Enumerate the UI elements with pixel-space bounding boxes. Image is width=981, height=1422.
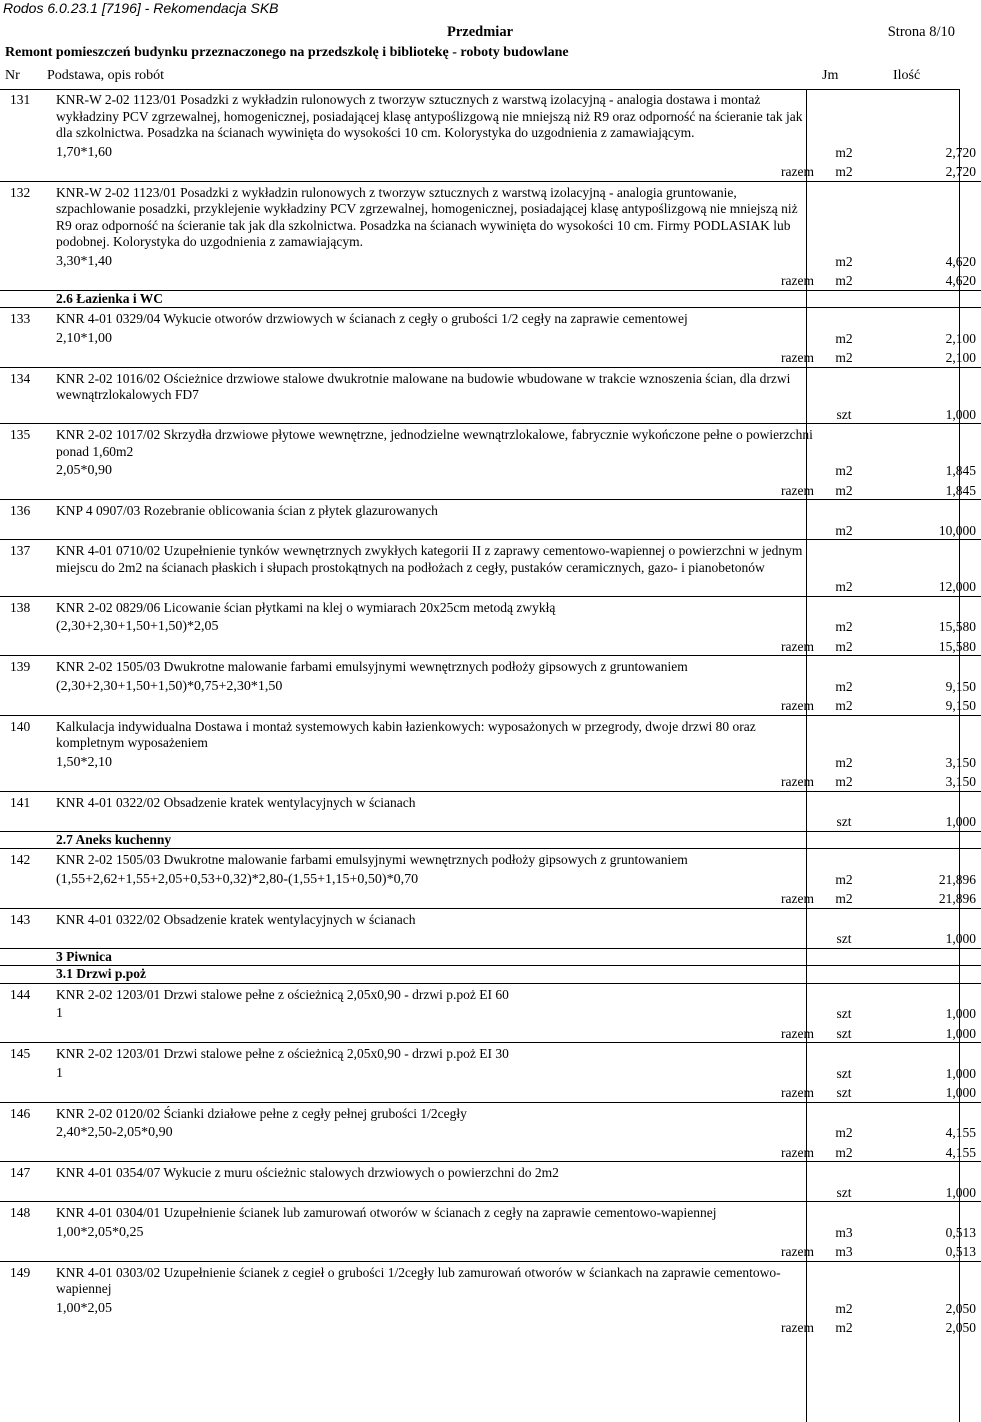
position-description: KNR 4-01 0322/02 Obsadzenie kratek wentylacyjnych w ścianach (50, 908, 824, 928)
calc-spacer (0, 811, 50, 831)
total-quantity: 3,150 (945, 774, 976, 789)
calc-spacer (0, 869, 50, 889)
document-title: Przedmiar (446, 24, 514, 40)
total-quantity: 21,896 (938, 891, 976, 906)
position-quantity (864, 500, 981, 520)
position-row (0, 1202, 981, 1222)
total-spacer (0, 1317, 50, 1337)
position-number: 136 (0, 500, 50, 520)
calculation-formula: (2,30+2,30+1,50+1,50)*2,05 (56, 619, 219, 634)
column-header-qty: Ilość (893, 68, 921, 83)
calculation-quantity: 0,513 (945, 1224, 976, 1240)
position-quantity (864, 424, 981, 461)
position-row (0, 656, 981, 676)
calculation-quantity: 3,150 (945, 754, 976, 770)
total-label-cell (50, 888, 824, 908)
position-quantity (864, 1202, 981, 1222)
project-name: Remont pomieszczeń budynku przeznaczonego na przedszkolę i bibliotekę - roboty budowlane (5, 45, 569, 60)
position-row (0, 308, 981, 328)
position-unit (824, 367, 864, 404)
position-unit (824, 308, 864, 328)
position-row (0, 715, 981, 752)
position-row (0, 1162, 981, 1182)
position-quantity (864, 181, 981, 251)
total-spacer (0, 695, 50, 715)
calculation-unit: m2 (835, 871, 853, 887)
position-quantity (864, 596, 981, 616)
calc-spacer (0, 1003, 50, 1023)
total-quantity: 0,513 (945, 1244, 976, 1259)
section-unit (824, 966, 864, 984)
calc-spacer (0, 460, 50, 480)
calculation-unit: szt (836, 814, 852, 829)
calculation-quantity: 1,000 (945, 814, 976, 829)
total-spacer (0, 1241, 50, 1261)
calculation-row (0, 251, 981, 271)
calculation-quantity: 1,000 (945, 931, 976, 946)
position-number: 143 (0, 908, 50, 928)
position-unit (824, 1102, 864, 1122)
calculation-row (0, 1298, 981, 1318)
position-description: KNR 2-02 1505/03 Dwukrotne malowanie farbami emulsyjnymi wewnętrznych podłoży gipsowych z gruntowaniem (50, 849, 824, 869)
calculation-unit: m2 (835, 678, 853, 694)
position-unit (824, 656, 864, 676)
calc-spacer (0, 752, 50, 772)
total-quantity: 4,620 (945, 273, 976, 288)
calculation-unit: m2 (835, 463, 853, 478)
calculation-formula (50, 520, 824, 540)
calculation-formula: 2,40*2,50-2,05*0,90 (56, 1125, 173, 1140)
total-spacer (0, 1142, 50, 1162)
position-unit (824, 424, 864, 461)
total-spacer (0, 347, 50, 367)
calculation-row (0, 1063, 981, 1083)
positions-body (0, 89, 981, 1337)
position-number: 149 (0, 1261, 50, 1298)
calc-spacer (0, 520, 50, 540)
position-quantity (864, 849, 981, 869)
section-qty (864, 831, 981, 849)
section-qty (864, 290, 981, 308)
calculation-quantity: 1,000 (945, 1065, 976, 1081)
calculation-unit: szt (836, 406, 852, 422)
total-label: razem (781, 482, 814, 498)
position-description: KNR 2-02 1505/03 Dwukrotne malowanie farbami emulsyjnymi wewnętrznych podłoży gipsowych z gruntowaniem (50, 656, 824, 676)
position-number: 131 (10, 92, 31, 107)
position-row (0, 424, 981, 461)
position-number: 142 (0, 849, 50, 869)
position-description: KNR 2-02 1203/01 Drzwi stalowe pełne z ościeżnicą 2,05x0,90 - drzwi p.poż EI 30 (50, 1043, 824, 1063)
section-row (0, 290, 981, 308)
calculation-unit: szt (836, 1065, 852, 1081)
calculation-row (0, 616, 981, 636)
section-spacer (0, 966, 50, 984)
position-number: 147 (0, 1162, 50, 1182)
position-row (0, 849, 981, 869)
column-header-desc: Podstawa, opis robót (47, 68, 165, 83)
total-label-cell (50, 1082, 824, 1102)
calculation-formula: (1,55+2,62+1,55+2,05+0,53+0,32)*2,80-(1,55+1,15+0,50)*0,70 (56, 871, 419, 887)
calculation-formula: 1,00*2,05*0,25 (56, 1224, 144, 1240)
calculation-row (0, 1222, 981, 1242)
calculation-row (0, 328, 981, 348)
total-label-cell (50, 480, 824, 500)
position-quantity (864, 1043, 981, 1063)
total-label: razem (781, 164, 814, 179)
position-quantity (864, 791, 981, 811)
total-spacer (0, 1023, 50, 1043)
calculation-quantity: 1,000 (945, 1184, 976, 1200)
calculation-formula: 1,70*1,60 (56, 144, 112, 160)
position-unit (824, 89, 864, 142)
total-quantity: 1,000 (945, 1085, 976, 1100)
total-unit: m2 (835, 1320, 853, 1335)
calculation-row (0, 520, 981, 540)
section-row (0, 948, 981, 966)
calc-spacer (0, 1063, 50, 1083)
total-label: razem (781, 1244, 814, 1259)
total-row (0, 1023, 981, 1043)
calculation-formula: 3,30*1,40 (56, 253, 112, 269)
section-unit (824, 948, 864, 966)
position-unit (824, 908, 864, 928)
calculation-row (0, 752, 981, 772)
total-label-cell (50, 1023, 824, 1043)
calculation-formula (50, 811, 824, 831)
calculation-unit: m2 (835, 1125, 853, 1140)
total-row (0, 888, 981, 908)
position-quantity (864, 540, 981, 577)
position-quantity (864, 908, 981, 928)
position-unit (824, 849, 864, 869)
calculation-unit: m3 (835, 1224, 853, 1240)
total-quantity: 1,000 (945, 1025, 976, 1041)
position-description: KNR 2-02 1017/02 Skrzydła drzwiowe płytowe wewnętrzne, jednodzielne wewnątrzlokalowe, fabrycznie wykończone pełne o powierzchni ponad 1,60m2 (50, 424, 824, 461)
position-unit (824, 983, 864, 1003)
calculation-formula: 1 (56, 1006, 63, 1021)
total-unit: m2 (835, 1144, 853, 1160)
section-qty (864, 966, 981, 984)
section-title: 3 Piwnica (50, 948, 824, 966)
position-quantity (864, 715, 981, 752)
total-row (0, 695, 981, 715)
position-unit (824, 500, 864, 520)
position-description: KNR 2-02 1016/02 Ościeżnice drzwiowe stalowe dwukrotnie malowane na budowie wbudowane w trakcie wznoszenia ścian, dla drzwi wewnątrzlokalowych FD7 (50, 367, 824, 404)
position-row (0, 983, 981, 1003)
position-quantity (864, 89, 981, 142)
calculation-quantity: 21,896 (938, 871, 976, 887)
total-label-cell (50, 347, 824, 367)
total-unit: m2 (835, 698, 853, 713)
calculation-row (0, 869, 981, 889)
position-unit (824, 715, 864, 752)
position-number: 140 (0, 715, 50, 752)
total-label-cell (50, 636, 824, 656)
total-label-cell (50, 1142, 824, 1162)
section-row (0, 831, 981, 849)
total-spacer (0, 636, 50, 656)
position-description: Kalkulacja indywidualna Dostawa i montaż systemowych kabin łazienkowych: wyposażonych w przegrody, dwoje drzwi 80 oraz kompletnym wyposażeniem (50, 715, 824, 752)
calc-spacer (0, 616, 50, 636)
calculation-quantity: 9,150 (945, 678, 976, 694)
position-unit (824, 1202, 864, 1222)
total-row (0, 270, 981, 290)
calculation-row (0, 1182, 981, 1202)
calculation-unit: m2 (835, 144, 853, 160)
calculation-unit: m2 (835, 253, 853, 269)
total-label-cell (50, 161, 824, 181)
total-spacer (0, 270, 50, 290)
position-quantity (864, 367, 981, 404)
position-number: 133 (0, 308, 50, 328)
total-label: razem (781, 638, 814, 654)
total-label-cell (50, 695, 824, 715)
position-quantity (864, 656, 981, 676)
position-unit (824, 1261, 864, 1298)
position-quantity (864, 1162, 981, 1182)
section-title: 3.1 Drzwi p.poż (50, 966, 824, 984)
calculation-row (0, 576, 981, 596)
position-quantity (864, 1102, 981, 1122)
total-label: razem (781, 698, 814, 713)
position-number: 135 (0, 424, 50, 461)
calculation-formula: 1 (56, 1065, 63, 1081)
calculation-row (0, 676, 981, 696)
position-unit (824, 1162, 864, 1182)
total-unit: m2 (835, 482, 853, 498)
calc-spacer (0, 1122, 50, 1142)
total-quantity: 2,100 (945, 350, 976, 365)
position-number: 132 (0, 181, 50, 251)
position-row (0, 89, 981, 142)
calc-spacer (0, 328, 50, 348)
total-label-cell (50, 1241, 824, 1261)
position-description: KNR 2-02 0120/02 Ścianki działowe pełne z cegły pełnej grubości 1/2cegły (50, 1102, 824, 1122)
calculation-unit: m2 (835, 754, 853, 770)
page-number: Strona 8/10 (887, 24, 955, 40)
total-label: razem (781, 1085, 814, 1100)
column-header-nr: Nr (5, 68, 20, 83)
position-description: KNR 4-01 0304/01 Uzupełnienie ścianek lub zamurowań otworów w ścianach z cegły na zaprawie cementowo-wapiennej (50, 1202, 824, 1222)
total-label: razem (781, 1320, 814, 1335)
column-header-jm: Jm (822, 68, 839, 83)
total-label: razem (781, 1025, 814, 1041)
total-quantity: 2,050 (945, 1320, 976, 1335)
section-unit (824, 290, 864, 308)
position-description: KNR 4-01 0322/02 Obsadzenie kratek wentylacyjnych w ścianach (50, 791, 824, 811)
section-title: 2.6 Łazienka i WC (50, 290, 824, 308)
position-number: 144 (0, 983, 50, 1003)
section-spacer (0, 948, 50, 966)
calculation-unit: szt (836, 931, 852, 946)
total-label: razem (781, 350, 814, 365)
calculation-quantity: 2,720 (945, 144, 976, 160)
position-description: KNR 4-01 0329/04 Wykucie otworów drzwiowych w ścianach z cegły o grubości 1/2 cegły na zaprawie cementowej (50, 308, 824, 328)
calculation-quantity: 2,050 (945, 1300, 976, 1316)
calculation-formula (50, 404, 824, 424)
calculation-unit: szt (836, 1006, 852, 1021)
calc-spacer (0, 576, 50, 596)
total-label: razem (781, 1144, 814, 1160)
total-unit: m2 (835, 164, 853, 179)
position-description: KNR 4-01 0354/07 Wykucie z muru ościeżnic stalowych drzwiowych o powierzchni do 2m2 (50, 1162, 824, 1182)
position-unit (824, 181, 864, 251)
total-unit: m3 (835, 1244, 853, 1259)
calculation-formula (50, 1182, 824, 1202)
calculation-quantity: 4,155 (945, 1125, 976, 1140)
position-unit (824, 791, 864, 811)
section-spacer (0, 290, 50, 308)
calc-spacer (0, 251, 50, 271)
calculation-quantity: 4,620 (945, 253, 976, 269)
total-label-cell (50, 771, 824, 791)
section-row (0, 966, 981, 984)
total-label: razem (781, 273, 814, 288)
calc-spacer (0, 142, 50, 162)
total-quantity: 1,845 (945, 482, 976, 498)
total-row (0, 636, 981, 656)
position-row (0, 1043, 981, 1063)
calculation-unit: m2 (835, 1300, 853, 1316)
position-row (0, 540, 981, 577)
calculation-formula: 2,10*1,00 (56, 330, 112, 346)
calculation-quantity: 12,000 (938, 579, 976, 594)
position-description: KNR-W 2-02 1123/01 Posadzki z wykładzin rulonowych z tworzyw sztucznych z warstwą izolacyjną - analogia gruntowanie, szpachlowanie posadzki, przyklejenie wykładziny PCV zgrzewalnej, homogenicznej, posiadającej klasę antypoślizgową nie mniejszą niż R9 oraz odporność na ścieranie tak jak dla szkolnictwa. Posadzka na ścianach wywinięta do wysokości 10 cm. Firmy PODLASIAK lub podobnej. Kolorystyka do uzgodnienia z zamawiającym. (50, 181, 824, 251)
position-number: 148 (0, 1202, 50, 1222)
calculation-quantity: 1,845 (945, 463, 976, 478)
total-row (0, 1317, 981, 1337)
section-qty (864, 948, 981, 966)
position-description: KNR 4-01 0710/02 Uzupełnienie tynków wewnętrznych zwykłych kategorii II z zaprawy cementowo-wapiennej o powierzchni w jednym miejscu do 2m2 na ścianach płaskich i słupach prostokątnych na podłożach z cegły, pustaków ceramicznych, gazo- i pianobetonów (50, 540, 824, 577)
total-row (0, 347, 981, 367)
calculation-formula (50, 576, 824, 596)
calculation-row (0, 1122, 981, 1142)
calculation-quantity: 2,100 (945, 330, 976, 346)
position-row (0, 1261, 981, 1298)
position-row (0, 367, 981, 404)
section-title: 2.7 Aneks kuchenny (50, 831, 824, 849)
total-unit: m2 (835, 638, 853, 654)
total-spacer (0, 888, 50, 908)
position-description: KNP 4 0907/03 Rozebranie oblicowania ścian z płytek glazurowanych (50, 500, 824, 520)
calculation-formula: 2,05*0,90 (56, 463, 112, 478)
total-row (0, 161, 981, 181)
total-spacer (0, 771, 50, 791)
total-quantity: 4,155 (945, 1144, 976, 1160)
total-row (0, 1142, 981, 1162)
calculation-quantity: 15,580 (938, 619, 976, 634)
position-description: KNR 4-01 0303/02 Uzupełnienie ścianek z cegieł o grubości 1/2cegły lub zamurowań otworów w ściankach na zaprawie cementowo-wapiennej (50, 1261, 824, 1298)
total-unit: m2 (835, 774, 853, 789)
total-unit: szt (836, 1085, 852, 1100)
section-unit (824, 831, 864, 849)
calculation-unit: m2 (835, 579, 853, 594)
position-description: KNR 2-02 1203/01 Drzwi stalowe pełne z ościeżnicą 2,05x0,90 - drzwi p.poż EI 60 (50, 983, 824, 1003)
position-quantity (864, 1261, 981, 1298)
total-label-cell (50, 1317, 824, 1337)
position-row (0, 908, 981, 928)
position-row (0, 500, 981, 520)
position-row (0, 596, 981, 616)
position-number: 139 (0, 656, 50, 676)
calculation-unit: m2 (835, 522, 853, 538)
total-spacer (0, 1082, 50, 1102)
position-description: KNR 2-02 0829/06 Licowanie ścian płytkami na klej o wymiarach 20x25cm metodą zwykłą (50, 596, 824, 616)
calculation-formula (50, 928, 824, 948)
position-unit (824, 1043, 864, 1063)
position-number: 145 (0, 1043, 50, 1063)
total-unit: szt (836, 1025, 852, 1041)
calc-spacer (0, 404, 50, 424)
calc-spacer (0, 1182, 50, 1202)
total-unit: m2 (835, 891, 853, 906)
total-quantity: 9,150 (945, 698, 976, 713)
calculation-quantity: 1,000 (945, 1006, 976, 1021)
position-unit (824, 540, 864, 577)
position-number: 141 (0, 791, 50, 811)
section-spacer (0, 831, 50, 849)
calc-spacer (0, 928, 50, 948)
calculation-row (0, 404, 981, 424)
position-row (0, 1102, 981, 1122)
total-spacer (0, 161, 50, 181)
calculation-unit: m2 (835, 619, 853, 634)
position-description: KNR-W 2-02 1123/01 Posadzki z wykładzin rulonowych z tworzyw sztucznych z warstwą izolacyjną - analogia dostawa i montaż wykładziny PCV zgrzewalnej, homogenicznej, posiadającej klasę antypoślizgową nie mniejszą niż R9 oraz odporność na ścieranie tak jak dla szkolnictwa. Posadzka na ścianach wywinięta do wysokości 10 cm. Kolorystyka do uzgodnienia z zamawiającym. (56, 92, 803, 140)
calculation-row (0, 811, 981, 831)
calc-spacer (0, 1298, 50, 1318)
position-number: 137 (0, 540, 50, 577)
total-label-cell (50, 270, 824, 290)
total-row (0, 771, 981, 791)
calculation-quantity: 1,000 (945, 406, 976, 422)
position-number: 146 (0, 1102, 50, 1122)
positions-table (0, 89, 981, 1337)
calculation-formula: 1,00*2,05 (56, 1300, 112, 1316)
total-row (0, 1241, 981, 1261)
calculation-formula: 1,50*2,10 (56, 754, 112, 770)
calc-spacer (0, 1222, 50, 1242)
total-spacer (0, 480, 50, 500)
position-row (0, 181, 981, 251)
calculation-row (0, 460, 981, 480)
total-quantity: 2,720 (945, 164, 976, 179)
calculation-row (0, 1003, 981, 1023)
calculation-formula: (2,30+2,30+1,50+1,50)*0,75+2,30*1,50 (56, 678, 283, 694)
total-quantity: 15,580 (938, 638, 976, 654)
total-label: razem (781, 774, 814, 789)
total-row (0, 1082, 981, 1102)
position-number: 138 (0, 596, 50, 616)
calc-spacer (0, 676, 50, 696)
total-row (0, 480, 981, 500)
calculation-quantity: 10,000 (938, 522, 976, 538)
position-row (0, 791, 981, 811)
app-title: Rodos 6.0.23.1 [7196] - Rekomendacja SKB (3, 0, 279, 16)
total-unit: m2 (835, 350, 853, 365)
calculation-unit: szt (836, 1184, 852, 1200)
position-quantity (864, 983, 981, 1003)
calculation-row (0, 142, 981, 162)
calculation-unit: m2 (835, 330, 853, 346)
total-unit: m2 (835, 273, 853, 288)
total-label: razem (781, 891, 814, 906)
calculation-row (0, 928, 981, 948)
position-unit (824, 596, 864, 616)
position-quantity (864, 308, 981, 328)
position-number: 134 (0, 367, 50, 404)
